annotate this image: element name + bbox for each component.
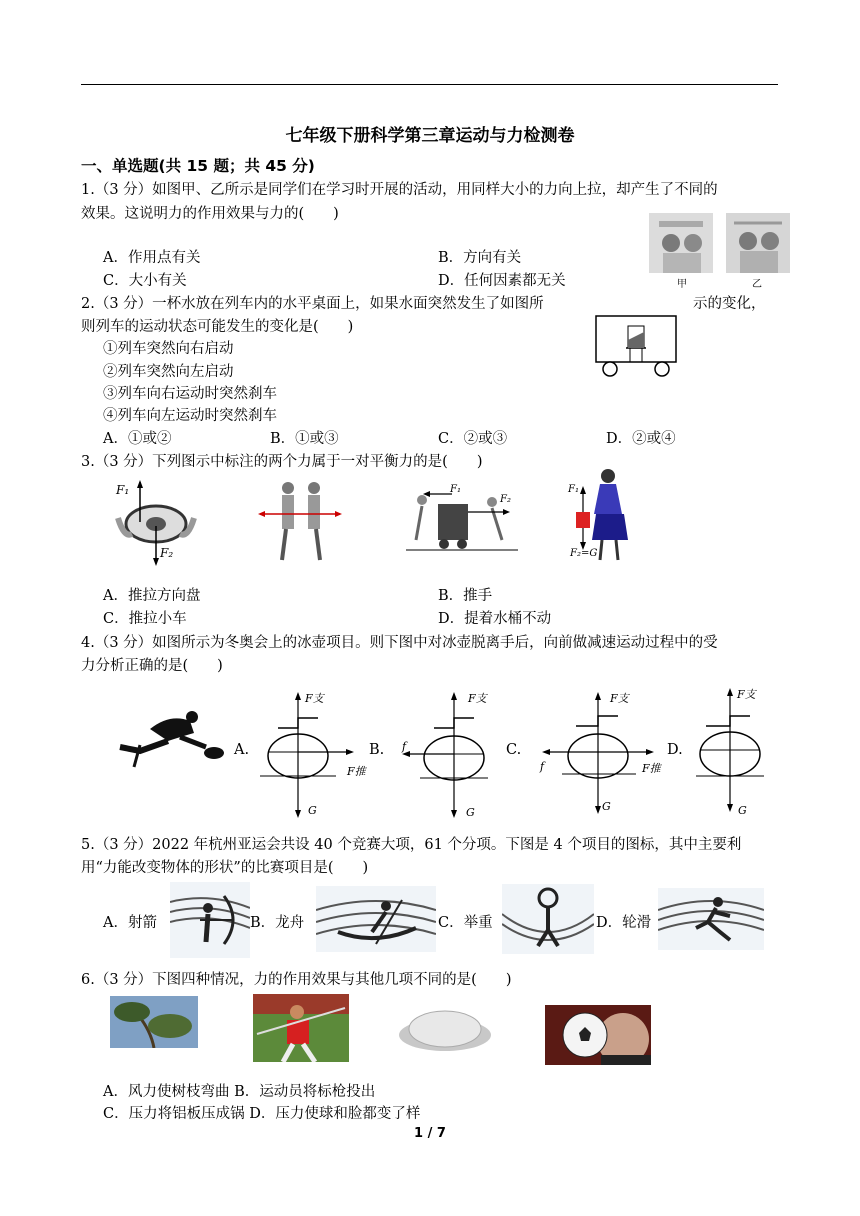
q6-aluminum-pot-photo — [395, 1001, 495, 1057]
q5-stem-line2: 用“力能改变物体的形状”的比赛项目是( ) — [81, 860, 369, 876]
q5-dragon-boat-icon — [316, 886, 436, 952]
q1-label-jia: 甲 — [677, 279, 687, 290]
q1-stem-line2: 效果。这说明力的作用效果与力的( ) — [81, 206, 339, 222]
q3c-label-f2: F₂ — [500, 494, 511, 505]
q5-roller-skating-icon — [658, 888, 764, 950]
q4-stem-line2: 力分析正确的是( ) — [81, 658, 223, 674]
q4d-label-g: G — [738, 804, 747, 817]
q2-statement-4: ④列车向左运动时突然刹车 — [103, 408, 277, 424]
q6-stem: 6.（3 分）下图四种情况，力的作用效果与其他几项不同的是( ) — [81, 972, 512, 988]
q6-tree-branch-photo — [110, 996, 198, 1048]
q4-diagram-d — [690, 682, 772, 818]
q4-option-d-label: D. — [667, 742, 683, 758]
q4-option-c-label: C. — [506, 742, 522, 758]
q5-weightlifting-icon — [502, 884, 594, 954]
q4c-label-fz: F支 — [610, 692, 629, 705]
q4c-label-ft: F推 — [642, 762, 661, 775]
q4-diagram-c — [536, 686, 666, 822]
q3-option-b: B．推手 — [438, 588, 493, 604]
q4a-label-g: G — [308, 804, 317, 817]
q2-stem-line2: 则列车的运动状态可能发生的变化是( ) — [81, 319, 354, 335]
q2-train-figure — [590, 312, 682, 378]
q1-option-a: A．作用点有关 — [103, 250, 201, 266]
q1-label-yi: 乙 — [752, 279, 762, 290]
q5-option-b: B．龙舟 — [250, 915, 305, 931]
page-number: 1 / 7 — [414, 1126, 446, 1141]
q1-stem-line1: 1.（3 分）如图甲、乙所示是同学们在学习时开展的活动，用同样大小的力向上拉，却产生了不同的 — [81, 182, 718, 198]
q4-curling-figure — [110, 707, 230, 769]
q5-option-a: A．射箭 — [103, 915, 157, 931]
q3d-label-f2g: F₂=G — [570, 548, 598, 559]
q4c-label-g: G — [602, 800, 611, 813]
q4c-label-f: f — [540, 760, 545, 773]
q5-option-d: D．轮滑 — [596, 915, 652, 931]
q1-photo-jia — [649, 213, 713, 273]
q4a-label-ft: F推 — [347, 765, 366, 778]
q3c-label-f1: F₁ — [450, 484, 461, 495]
q4a-label-fz: F支 — [305, 692, 324, 705]
q5-stem-line1: 5.（3 分）2022 年杭州亚运会共设 40 个竞赛大项，61 个分项。下图是 4 个项目的图标，其中主要利 — [81, 837, 742, 853]
q2-stem-line1: 2.（3 分）一杯水放在列车内的水平桌面上，如果水面突然发生了如图所 — [81, 296, 544, 312]
q2-option-c: C．②或③ — [438, 431, 508, 447]
q3-option-a: A．推拉方向盘 — [103, 588, 201, 604]
q6-javelin-photo — [253, 994, 349, 1062]
q4b-label-g: G — [466, 806, 475, 819]
q3d-label-f1: F₁ — [568, 484, 579, 495]
q6-options-cd: C．压力将铝板压成锅 D．压力使球和脸都变了样 — [103, 1106, 421, 1122]
q6-options-ab: A．风力使树枝弯曲 B．运动员将标枪投出 — [103, 1084, 376, 1100]
q2-statement-1: ①列车突然向右启动 — [103, 341, 234, 357]
q1-option-d: D．任何因素都无关 — [438, 273, 566, 289]
q4-option-a-label: A. — [234, 742, 250, 758]
q3-cart-figure — [406, 482, 518, 552]
q3-option-d: D．提着水桶不动 — [438, 611, 552, 627]
q2-option-a: A．①或② — [103, 431, 172, 447]
q4b-label-f: f — [402, 740, 407, 753]
q4d-label-fz: F支 — [737, 688, 756, 701]
q2-option-d: D．②或④ — [606, 431, 676, 447]
q2-statement-2: ②列车突然向左启动 — [103, 364, 234, 380]
q4-stem-line1: 4.（3 分）如图所示为冬奥会上的冰壶项目。则下图中对冰壶脱离手后，向前做减速运动过程中的受 — [81, 635, 718, 651]
page-title: 七年级下册科学第三章运动与力检测卷 — [285, 126, 575, 146]
q3a-label-f1: F₁ — [116, 483, 130, 497]
q1-option-b: B．方向有关 — [438, 250, 522, 266]
q3-push-hands-figure — [252, 478, 348, 564]
q4b-label-fz: F支 — [468, 692, 487, 705]
q4-diagram-b — [392, 686, 496, 822]
section-heading: 一、单选题(共 15 题；共 45 分) — [81, 157, 315, 175]
header-rule — [81, 84, 778, 85]
q6-ball-face-photo — [545, 1005, 651, 1065]
q3-option-c: C．推拉小车 — [103, 611, 187, 627]
q1-option-c: C．大小有关 — [103, 273, 187, 289]
q1-photo-yi — [726, 213, 790, 273]
q4-diagram-a — [250, 686, 368, 822]
q3a-label-f2: F₂ — [160, 546, 174, 560]
q5-option-c: C．举重 — [438, 915, 493, 931]
q2-option-b: B．①或③ — [270, 431, 339, 447]
q2-statement-3: ③列车向右运动时突然刹车 — [103, 386, 277, 402]
q2-stem-line1b: 示的变化， — [693, 296, 766, 312]
q4-option-b-label: B. — [369, 742, 385, 758]
q3-stem: 3.（3 分）下列图示中标注的两个力属于一对平衡力的是( ) — [81, 454, 483, 470]
q5-archery-icon — [170, 882, 250, 958]
